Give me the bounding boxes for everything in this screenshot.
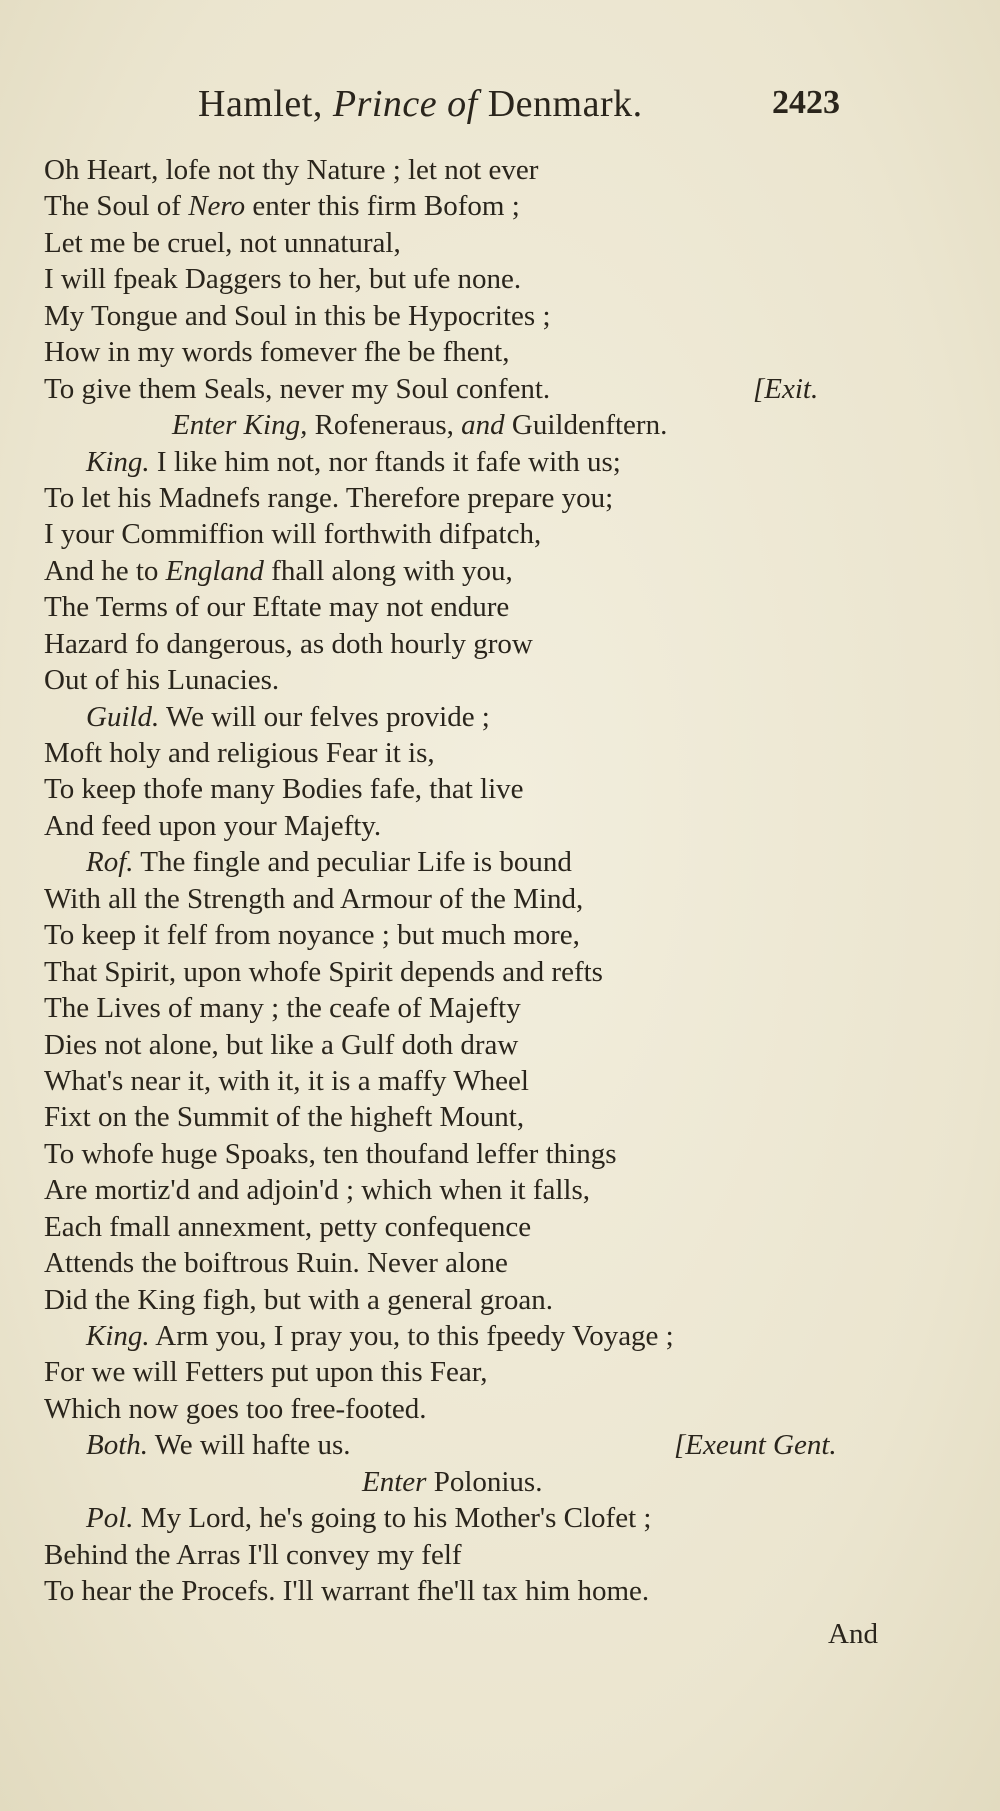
text-line: [44, 808, 924, 844]
text-line: [44, 881, 924, 917]
line-text: fhall along with you,: [263, 554, 513, 587]
text-line: [44, 1172, 924, 1208]
speech-line: [44, 1500, 924, 1536]
line-text: Moft holy and religious Fear it is,: [44, 737, 435, 769]
italic-name: Nero: [188, 190, 246, 223]
speech-line: [44, 1318, 924, 1354]
text-line: [44, 1209, 924, 1245]
text-line: [44, 954, 924, 990]
line-text: Each fmall annexment, petty confequence: [44, 1210, 532, 1243]
line-text: Did the King figh, but with a general groan.: [44, 1283, 553, 1316]
line-text: I will fpeak Daggers to her, but ufe none.: [44, 263, 522, 296]
speaker-name: Both.: [86, 1429, 149, 1462]
text-line: [44, 1063, 924, 1099]
line-text: Hazard fo dangerous, as doth hourly grow: [44, 627, 533, 660]
page-header: [0, 82, 1000, 132]
line-text: My Tongue and Soul in this be Hypocrites ;: [44, 299, 551, 332]
line-text: Out of his Lunacies.: [44, 664, 280, 697]
line-text: And he to: [44, 554, 166, 587]
line-text: My Lord, he's going to his Mother's Clofet ;: [133, 1502, 652, 1535]
text-line: [44, 261, 924, 297]
text-line: [44, 662, 924, 698]
line-text: The Soul of: [44, 190, 189, 223]
text-line: [44, 188, 924, 224]
line-text: To keep it felf from noyance ; but much more,: [44, 919, 580, 952]
line-text: To let his Madnefs range. Therefore prepare you;: [44, 481, 614, 514]
sd-roman: Guildenftern.: [504, 409, 668, 442]
line-text: To whofe huge Spoaks, ten thoufand leffer things: [44, 1137, 617, 1170]
text-line: [44, 1245, 924, 1281]
text-line: [44, 589, 924, 625]
text-line: [44, 990, 924, 1026]
line-text: We will our felves provide ;: [159, 700, 490, 733]
text-line: [44, 225, 924, 261]
stage-direction: [44, 407, 924, 443]
text-line: [44, 152, 924, 188]
line-text: I like him not, nor ftands it fafe with us;: [149, 445, 621, 478]
line-text: How in my words fomever fhe be fhent,: [44, 336, 510, 369]
line-text: Behind the Arras I'll convey my felf: [44, 1538, 462, 1571]
stage-direction-exeunt: [Exeunt Gent.: [674, 1429, 837, 1462]
line-text: The Lives of many ; the ceafe of Majefty: [44, 992, 521, 1025]
text-line: [44, 1537, 924, 1573]
line-text: The fingle and peculiar Life is bound: [133, 846, 572, 879]
line-text: The Terms of our Eftate may not endure: [44, 591, 510, 624]
line-text: Dies not alone, but like a Gulf doth draw: [44, 1028, 519, 1061]
line-text: And feed upon your Majefty.: [44, 809, 382, 842]
title-part-1: Hamlet,: [198, 83, 333, 125]
line-text: To keep thofe many Bodies fafe, that live: [44, 773, 524, 806]
line-text: To hear the Procefs. I'll warrant fhe'll tax him home.: [44, 1575, 650, 1608]
italic-name: England: [165, 554, 264, 587]
running-title: [198, 82, 643, 126]
catchword: And: [828, 1618, 878, 1650]
text-line: [44, 1573, 924, 1609]
line-text: With all the Strength and Armour of the Mind,: [44, 882, 584, 915]
text-line: [44, 1391, 924, 1427]
line-text: Fixt on the Summit of the higheft Mount,: [44, 1101, 525, 1134]
title-part-2: Prince of: [332, 83, 478, 125]
speaker-name: Rof.: [86, 846, 134, 879]
line-text: What's near it, with it, it is a maffy Wheel: [44, 1064, 529, 1097]
text-line: [44, 1099, 924, 1135]
speaker-name: Pol.: [86, 1502, 134, 1535]
line-text: Let me be cruel, not unnatural,: [44, 226, 401, 259]
speaker-name: King.: [86, 445, 150, 478]
speech-line: [44, 444, 924, 480]
speech-line: [44, 699, 924, 735]
text-line: [44, 1354, 924, 1390]
line-text: I your Commiffion will forthwith difpatch,: [44, 518, 542, 551]
text-line: [44, 771, 924, 807]
text-line: [44, 735, 924, 771]
text-line: [44, 1027, 924, 1063]
line-text: We will hafte us.: [148, 1429, 351, 1462]
sd-italic: and: [461, 409, 505, 442]
sd-roman: Polonius.: [426, 1465, 543, 1498]
text-line: [44, 371, 924, 407]
title-part-3: Denmark.: [477, 83, 643, 125]
text-line: [44, 553, 924, 589]
sd-italic: Enter King,: [172, 409, 308, 442]
text-line: [44, 1136, 924, 1172]
line-text: That Spirit, upon whofe Spirit depends and refts: [44, 955, 603, 988]
text-line: [44, 480, 924, 516]
line-text: For we will Fetters put upon this Fear,: [44, 1356, 488, 1389]
text-line: [44, 334, 924, 370]
speaker-name: Guild.: [86, 700, 160, 733]
text-line: [44, 298, 924, 334]
line-text: Oh Heart, lofe not thy Nature ; let not ever: [44, 154, 539, 186]
text-line: [44, 917, 924, 953]
speech-line: [44, 1427, 924, 1463]
stage-direction-exit: [Exit.: [753, 372, 819, 405]
line-text: Arm you, I pray you, to this fpeedy Voyage ;: [149, 1320, 674, 1352]
text-line: [44, 626, 924, 662]
stage-direction: [44, 1464, 924, 1500]
speech-line: [44, 844, 924, 880]
line-text: enter this firm Bofom ;: [245, 190, 520, 223]
speaker-name: King.: [86, 1320, 150, 1352]
play-text: [44, 152, 924, 1610]
line-text: Are mortiz'd and adjoin'd ; which when it falls,: [44, 1174, 591, 1207]
text-line: [44, 1282, 924, 1318]
sd-roman: Rofeneraus,: [307, 409, 462, 442]
line-text: Which now goes too free-footed.: [44, 1392, 427, 1425]
line-text: To give them Seals, never my Soul confent.: [44, 372, 551, 405]
sd-italic: Enter: [362, 1465, 427, 1498]
line-text: Attends the boiftrous Ruin. Never alone: [44, 1247, 508, 1280]
text-line: [44, 516, 924, 552]
page-number: 2423: [772, 84, 840, 121]
